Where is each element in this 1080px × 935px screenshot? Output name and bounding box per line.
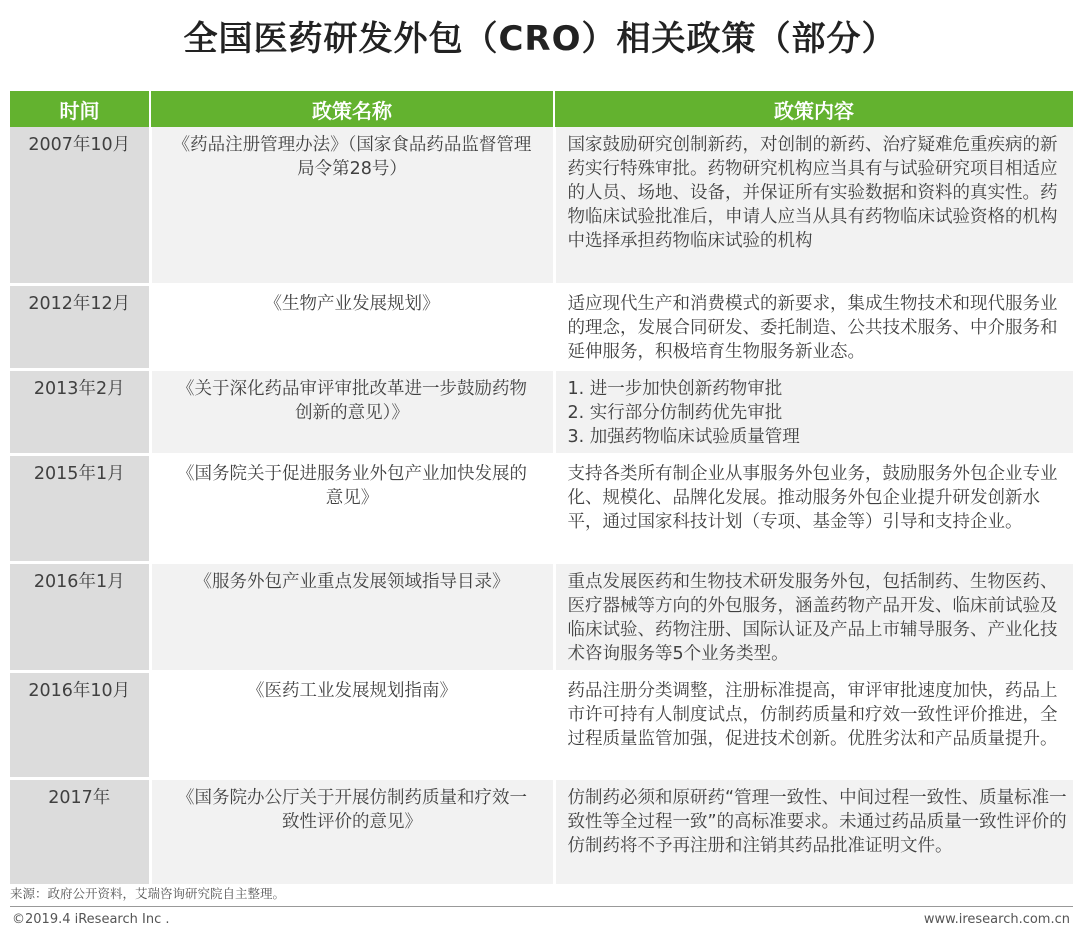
header-time: 时间 xyxy=(10,91,150,127)
copyright-text: ©2019.4 iResearch Inc . xyxy=(12,912,170,927)
table-row xyxy=(10,671,1073,778)
table-header-row xyxy=(10,91,1073,127)
table-row xyxy=(10,562,1073,671)
policy-name-cell: 《关于深化药品审评审批改革进一步鼓励药物创新的意见）》 xyxy=(150,369,554,454)
policy-content-cell: 重点发展医药和生物技术研发服务外包，包括制药、生物医药、医疗器械等方向的外包服务，涵盖药物产品开发、临床前试验及临床试验、药物注册、国际认证及产品上市辅导服务、产业化技术咨询服务等5个业务类型。 xyxy=(554,562,1073,671)
time-cell: 2013年2月 xyxy=(10,369,150,454)
source-note: 来源：政府公开资料，艾瑞咨询研究院自主整理。 xyxy=(10,886,286,901)
time-cell: 2007年10月 xyxy=(10,127,150,284)
policy-table xyxy=(10,91,1073,887)
policy-content-cell: 国家鼓励研究创制新药，对创制的新药、治疗疑难危重疾病的新药实行特殊审批。药物研究机构应当具有与试验研究项目相适应的人员、场地、设备，并保证所有实验数据和资料的真实性。药物临床试验批准后，申请人应当从具有药物临床试验资格的机构中选择承担药物临床试验的机构 xyxy=(554,127,1073,284)
footer-divider xyxy=(10,906,1073,907)
table-row xyxy=(10,454,1073,562)
policy-content-cell: 支持各类所有制企业从事服务外包业务，鼓励服务外包企业专业化、规模化、品牌化发展。推动服务外包企业提升研发创新水平，通过国家科技计划（专项、基金等）引导和支持企业。 xyxy=(554,454,1073,562)
policy-content-cell: 药品注册分类调整，注册标准提高，审评审批速度加快，药品上市许可持有人制度试点，仿制药质量和疗效一致性评价推进，全过程质量监管加强，促进技术创新。优胜劣汰和产品质量提升。 xyxy=(554,671,1073,778)
table-row xyxy=(10,284,1073,369)
policy-name-cell: 《国务院办公厅关于开展仿制药质量和疗效一致性评价的意见》 xyxy=(150,778,554,885)
header-policy-name: 政策名称 xyxy=(150,91,554,127)
time-cell: 2016年1月 xyxy=(10,562,150,671)
time-cell: 2015年1月 xyxy=(10,454,150,562)
header-policy-content: 政策内容 xyxy=(554,91,1073,127)
time-cell: 2016年10月 xyxy=(10,671,150,778)
list-item: 3. 加强药物临床试验质量管理 xyxy=(567,426,800,447)
list-item: 1. 进一步加快创新药物审批 xyxy=(567,378,783,399)
policy-name-cell: 《国务院关于促进服务业外包产业加快发展的意见》 xyxy=(150,454,554,562)
policy-content-cell: 适应现代生产和消费模式的新要求，集成生物技术和现代服务业的理念，发展合同研发、委托制造、公共技术服务、中介服务和延伸服务，积极培育生物服务新业态。 xyxy=(554,284,1073,369)
page-title: 全国医药研发外包（CRO）相关政策（部分） xyxy=(183,19,897,59)
policy-name-cell: 《生物产业发展规划》 xyxy=(150,284,554,369)
table-row xyxy=(10,369,1073,454)
policy-content-cell: 仿制药必须和原研药“管理一致性、中间过程一致性、质量标准一致性等全过程一致”的高标准要求。未通过药品质量一致性评价的仿制药将不予再注册和注销其药品批准证明文件。 xyxy=(554,778,1073,885)
policy-name-cell: 《服务外包产业重点发展领域指导目录》 xyxy=(150,562,554,671)
policy-name-cell: 《药品注册管理办法》（国家食品药品监督管理局令第28号） xyxy=(150,127,554,284)
table-row xyxy=(10,127,1073,284)
table-row xyxy=(10,778,1073,885)
time-cell: 2012年12月 xyxy=(10,284,150,369)
list-item: 2. 实行部分仿制药优先审批 xyxy=(567,402,783,423)
time-cell: 2017年 xyxy=(10,778,150,885)
policy-name-cell: 《医药工业发展规划指南》 xyxy=(150,671,554,778)
policy-content-cell xyxy=(554,369,1073,454)
website-link[interactable]: www.iresearch.com.cn xyxy=(923,912,1070,927)
